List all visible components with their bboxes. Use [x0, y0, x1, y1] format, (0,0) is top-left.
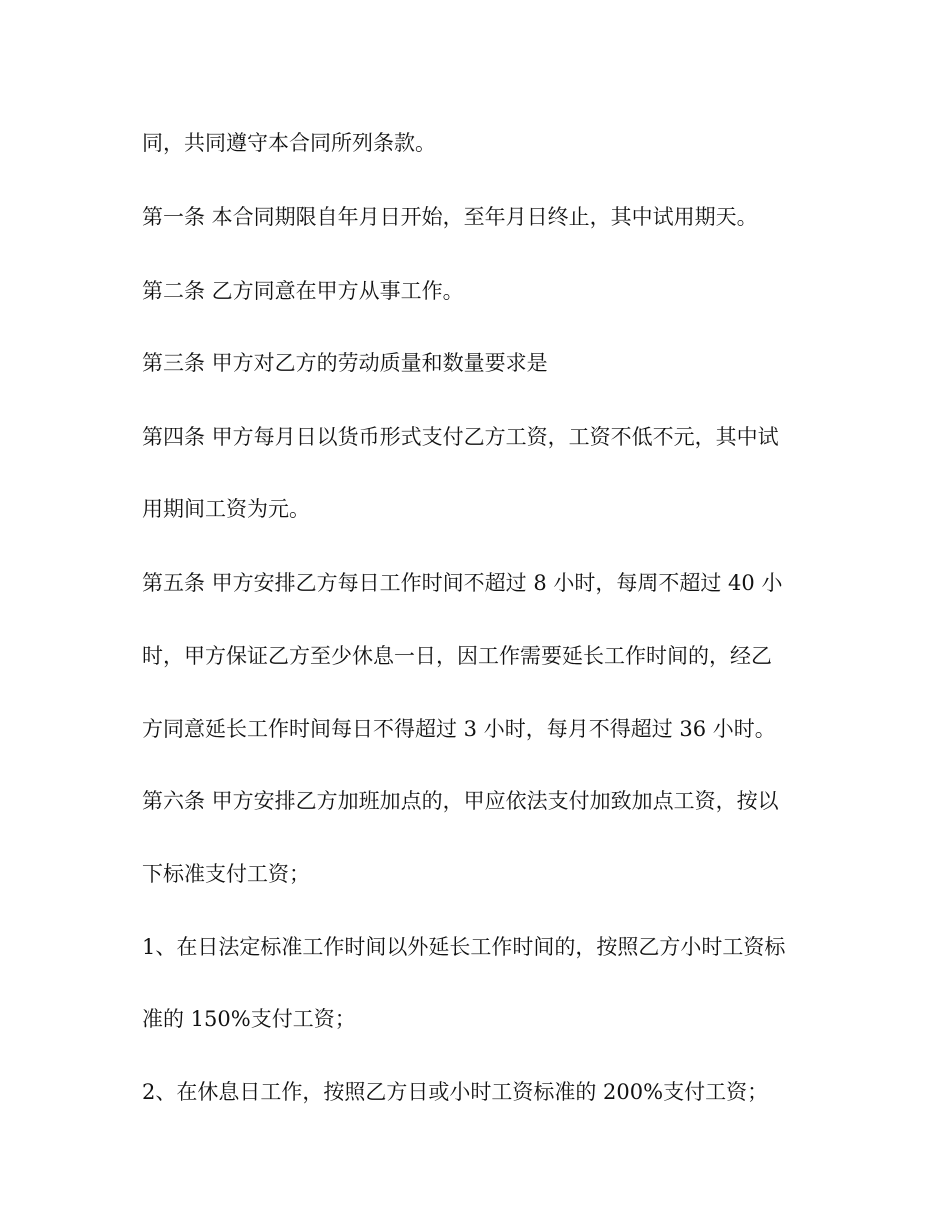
text-line: 第三条 甲方对乙方的劳动质量和数量要求是 [142, 351, 548, 375]
text-line: 下标准支付工资； [142, 862, 310, 886]
text-line: 第二条 乙方同意在甲方从事工作。 [142, 279, 464, 303]
text-line: 时，甲方保证乙方至少休息一日，因工作需要延长工作时间的，经乙 [142, 644, 772, 668]
text-line: 同，共同遵守本合同所列条款。 [142, 131, 436, 155]
text-line: 2、在休息日工作，按照乙方日或小时工资标准的 200%支付工资； [142, 1080, 769, 1104]
text-line: 用期间工资为元。 [142, 497, 310, 521]
text-line: 第一条 本合同期限自年月日开始，至年月日终止，其中试用期天。 [142, 205, 758, 229]
text-line: 准的 150%支付工资； [142, 1007, 356, 1031]
text-line: 第五条 甲方安排乙方每日工作时间不超过 8 小时，每周不超过 40 小 [142, 571, 783, 595]
text-line: 1、在日法定标准工作时间以外延长工作时间的，按照乙方小时工资标 [142, 935, 786, 959]
text-line: 方同意延长工作时间每日不得超过 3 小时，每月不得超过 36 小时。 [142, 717, 776, 741]
text-line: 第六条 甲方安排乙方加班加点的，甲应依法支付加致加点工资，按以 [142, 789, 779, 813]
text-line: 第四条 甲方每月日以货币形式支付乙方工资，工资不低不元，其中试 [142, 425, 779, 449]
